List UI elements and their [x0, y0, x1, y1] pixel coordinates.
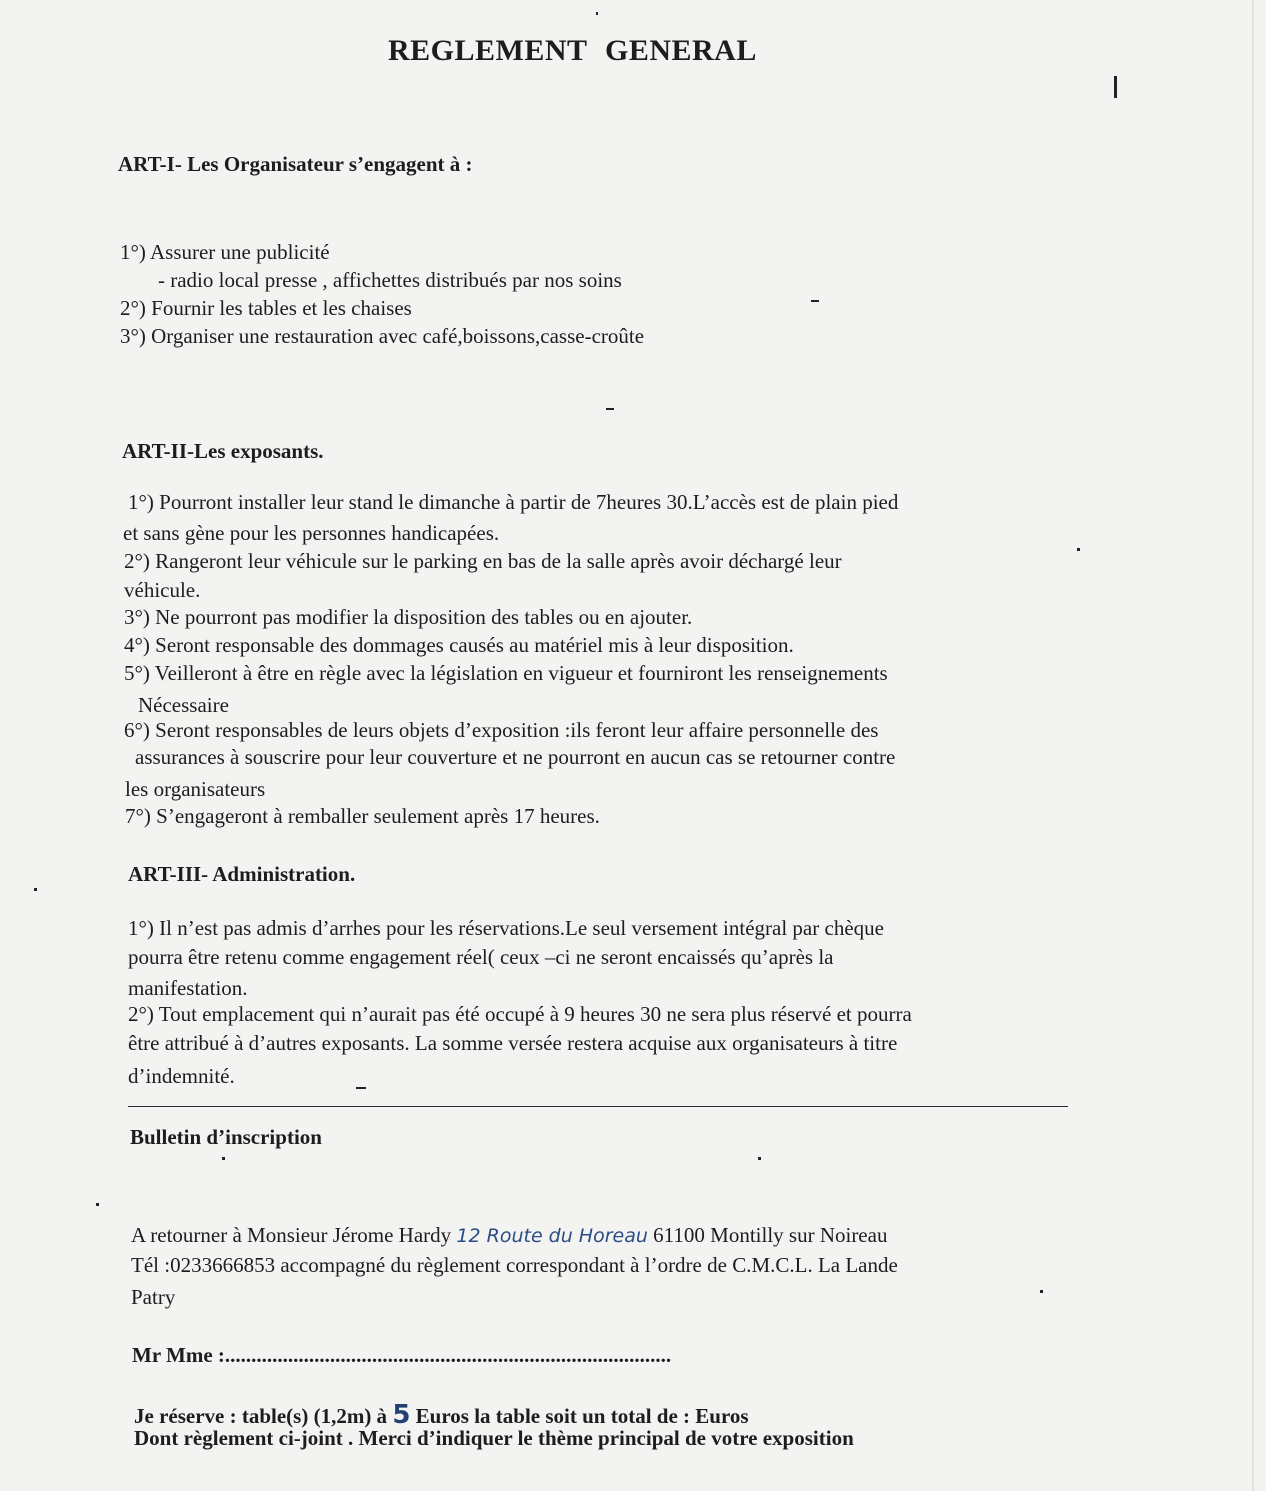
art3-line-6: d’indemnité.	[128, 1064, 235, 1088]
art2-line-11: les organisateurs	[125, 777, 266, 801]
art1-heading: ART-I- Les Organisateur s’engagent à :	[118, 152, 473, 176]
address-suffix: 61100 Montilly sur Noireau	[653, 1223, 888, 1247]
art2-line-5: 3°) Ne pourront pas modifier la disposition des tables ou en ajouter.	[124, 605, 693, 629]
art1-line-4: 3°) Organiser une restauration avec café,boissons,casse-croûte	[120, 324, 645, 348]
scan-mark	[606, 408, 614, 410]
art3-line-2: pourra être retenu comme engagement réel( ceux –ci ne seront encaissés qu’après la	[128, 945, 834, 969]
art2-line-12: 7°) S’engageront à remballer seulement après 17 heures.	[125, 804, 600, 828]
separator-rule	[128, 1106, 1068, 1107]
art1-line-2: - radio local presse , affichettes distribués par nos soins	[158, 268, 622, 292]
art2-line-2: et sans gène pour les personnes handicapées.	[123, 521, 500, 545]
document-title: REGLEMENT GENERAL	[388, 34, 757, 67]
scan-mark	[1040, 1290, 1043, 1293]
scan-mark	[811, 300, 819, 302]
address-prefix: A retourner à Monsieur Jérome Hardy	[131, 1223, 452, 1247]
handwritten-address: 12 Route du Horeau	[456, 1225, 648, 1247]
reserve-suffix: Euros la table soit un total de : Euros	[415, 1404, 749, 1428]
dont-line: Dont règlement ci-joint . Merci d’indiquer le thème principal de votre exposition	[134, 1426, 854, 1450]
scan-mark	[356, 1087, 366, 1089]
handwritten-price: 5	[392, 1400, 411, 1430]
art2-line-9: 6°) Seront responsables de leurs objets d’exposition :ils feront leur affaire personnelle des	[124, 718, 879, 742]
patry-line: Patry	[131, 1285, 176, 1309]
scan-mark	[34, 888, 37, 891]
art2-line-7: 5°) Veilleront à être en règle avec la législation en vigueur et fourniront les renseignements	[124, 661, 888, 685]
tel-line: Tél :0233666853 accompagné du règlement correspondant à l’ordre de C.M.C.L. La Lande	[131, 1253, 898, 1277]
art3-heading: ART-III- Administration.	[128, 862, 356, 886]
art2-line-4: véhicule.	[124, 578, 201, 602]
art1-line-3: 2°) Fournir les tables et les chaises	[120, 296, 412, 320]
art2-heading: ART-II-Les exposants.	[122, 439, 324, 463]
art2-line-8: Nécessaire	[138, 693, 229, 717]
art2-line-6: 4°) Seront responsable des dommages causés au matériel mis à leur disposition.	[124, 633, 794, 657]
mr-mme-field[interactable]: Mr Mme :.....................................................................................	[132, 1343, 672, 1367]
scan-mark	[96, 1203, 99, 1206]
art3-line-4: 2°) Tout emplacement qui n’aurait pas été occupé à 9 heures 30 ne sera plus réservé et pourra	[128, 1002, 912, 1026]
scan-mark	[1114, 76, 1117, 98]
address-line	[131, 1223, 887, 1248]
scan-mark	[222, 1157, 225, 1160]
art3-line-3: manifestation.	[128, 976, 248, 1000]
scan-mark	[596, 12, 598, 15]
art3-line-5: être attribué à d’autres exposants. La somme versée restera acquise aux organisateurs à titre	[128, 1031, 898, 1055]
art2-line-1: 1°) Pourront installer leur stand le dimanche à partir de 7heures 30.L’accès est de plain pied	[128, 490, 899, 514]
art1-line-1: 1°) Assurer une publicité	[120, 240, 330, 264]
bulletin-heading: Bulletin d’inscription	[130, 1125, 322, 1149]
art3-line-1: 1°) Il n’est pas admis d’arrhes pour les réservations.Le seul versement intégral par chèque	[128, 916, 884, 940]
page-edge	[1252, 0, 1254, 1491]
scan-mark	[758, 1157, 761, 1160]
scan-mark	[1077, 548, 1080, 551]
reserve-prefix: Je réserve : table(s) (1,2m) à	[134, 1404, 388, 1428]
art2-line-3: 2°) Rangeront leur véhicule sur le parking en bas de la salle après avoir déchargé leur	[124, 549, 842, 573]
art2-line-10: assurances à souscrire pour leur couverture et ne pourront en aucun cas se retourner contre	[135, 745, 896, 769]
